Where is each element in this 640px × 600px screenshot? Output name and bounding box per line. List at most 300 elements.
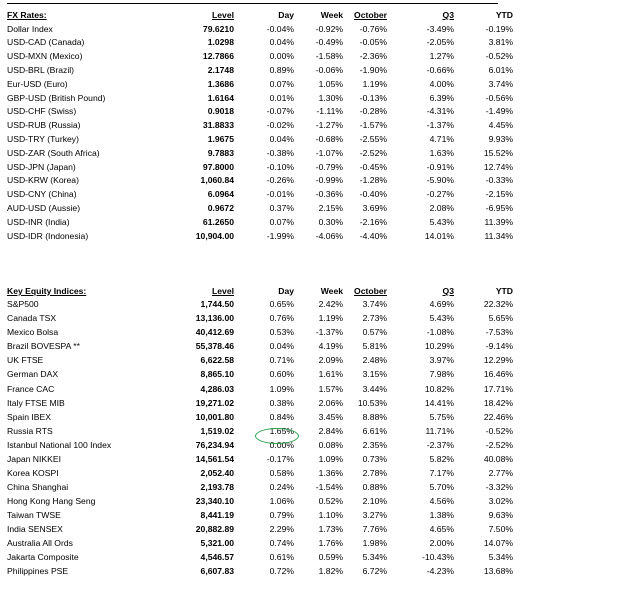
fx-day-cell: -0.38% (266, 147, 294, 158)
equity-row (0, 326, 640, 340)
equity-day-cell: 0.72% (269, 566, 294, 577)
fx-row (0, 50, 640, 64)
fx-week-cell: -0.49% (315, 37, 343, 48)
equity-name-cell: France CAC (7, 383, 55, 394)
equity-name-cell: Hong Kong Hang Seng (7, 495, 96, 506)
fx-name-cell: USD-JPN (Japan) (7, 161, 76, 172)
top-rule (7, 3, 498, 4)
equity-ytd-cell: 5.65% (488, 313, 513, 324)
equity-day-cell: 0.79% (269, 509, 294, 520)
fx-day-cell: 0.01% (269, 92, 294, 103)
fx-q3-cell: -5.90% (426, 175, 454, 186)
fx-ytd-cell: -0.19% (485, 23, 513, 34)
fx-row (0, 78, 640, 92)
fx-week-cell: 1.30% (318, 92, 343, 103)
fx-day-cell: 0.07% (269, 216, 294, 227)
fx-ytd-cell: -6.95% (485, 202, 513, 213)
fx-name-cell: USD-CAD (Canada) (7, 37, 85, 48)
fx-q3-cell: 1.63% (429, 147, 454, 158)
equity-q3-cell: 14.41% (424, 397, 454, 408)
equity-q3-cell: 11.71% (425, 425, 454, 436)
column-header-ytd: YTD (495, 10, 513, 20)
fx-week-cell: -0.06% (315, 64, 343, 75)
equity-october-cell: 3.27% (362, 509, 387, 520)
fx-row (0, 188, 640, 202)
column-header-week: Week (320, 286, 343, 296)
equity-level-cell: 40,412.69 (195, 327, 234, 338)
fx-header-row (0, 9, 640, 23)
equity-name-cell: S&P500 (7, 299, 39, 310)
fx-ytd-cell: 6.01% (488, 64, 513, 75)
equity-q3-cell: 5.82% (429, 453, 454, 464)
equity-ytd-cell: 22.46% (483, 411, 513, 422)
fx-week-cell: -0.99% (315, 175, 343, 186)
fx-ytd-cell: 3.74% (488, 78, 513, 89)
equity-q3-cell: -1.08% (426, 327, 454, 338)
fx-name-cell: AUD-USD (Aussie) (7, 202, 81, 213)
fx-week-cell: -0.36% (315, 189, 343, 200)
fx-row (0, 202, 640, 216)
fx-ytd-cell: -0.56% (485, 92, 513, 103)
equity-ytd-cell: -7.53% (485, 327, 513, 338)
equity-level-cell: 55,378.46 (195, 341, 234, 352)
equity-day-cell: 0.76% (269, 313, 294, 324)
equity-name-cell: Italy FTSE MIB (7, 397, 65, 408)
equity-q3-cell: -2.37% (426, 439, 454, 450)
equity-q3-cell: 4.69% (429, 299, 454, 310)
equity-q3-cell: 10.29% (424, 341, 454, 352)
equity-day-cell: -0.17% (266, 453, 294, 464)
equity-october-cell: 10.53% (357, 397, 387, 408)
equity-week-cell: 1.36% (318, 467, 343, 478)
fx-name-cell: Dollar Index (7, 23, 53, 34)
equity-level-cell: 13,136.00 (195, 313, 234, 324)
fx-ytd-cell: -1.49% (485, 106, 513, 117)
equity-name-cell: Brazil BOVESPA ** (7, 341, 80, 352)
equity-name-cell: Mexico Bolsa (7, 327, 59, 338)
equity-week-cell: -1.54% (315, 481, 343, 492)
column-header-q3: Q3 (442, 10, 454, 20)
fx-level-cell: 0.9018 (207, 106, 234, 117)
equity-row (0, 340, 640, 354)
fx-october-cell: -0.76% (359, 23, 387, 34)
equity-row (0, 565, 640, 579)
fx-day-cell: -1.99% (266, 230, 294, 241)
equity-week-cell: 1.76% (318, 538, 343, 549)
fx-q3-cell: -3.49% (426, 23, 454, 34)
equity-october-cell: 1.98% (362, 538, 387, 549)
fx-week-cell: -1.07% (315, 147, 343, 158)
fx-level-cell: 10,904.00 (195, 230, 234, 241)
equity-ytd-cell: -2.52% (485, 439, 513, 450)
equity-october-cell: 2.10% (362, 495, 387, 506)
fx-level-cell: 1.6164 (207, 92, 234, 103)
fx-level-cell: 31.8833 (202, 120, 234, 131)
fx-october-cell: 3.69% (362, 202, 387, 213)
fx-week-cell: -0.92% (315, 23, 343, 34)
equity-week-cell: -1.37% (315, 327, 343, 338)
equity-row (0, 397, 640, 411)
equity-october-cell: 0.57% (362, 327, 387, 338)
equity-day-cell: 0.53% (269, 327, 294, 338)
equity-name-cell: Korea KOSPI (7, 467, 59, 478)
fx-day-cell: -0.07% (266, 106, 294, 117)
equity-level-cell: 19,271.02 (195, 397, 234, 408)
equity-name-cell: Istanbul National 100 Index (7, 439, 112, 450)
fx-october-cell: -0.05% (359, 37, 387, 48)
highlight-circle (255, 428, 299, 444)
fx-q3-cell: -0.66% (426, 64, 454, 75)
equity-level-cell: 4,286.03 (200, 383, 234, 394)
fx-level-cell: 1,060.84 (200, 175, 234, 186)
equity-week-cell: 2.06% (318, 397, 343, 408)
equity-q3-cell: -4.23% (426, 566, 454, 577)
equity-day-cell: 0.58% (269, 467, 294, 478)
equity-ytd-cell: 3.02% (488, 495, 513, 506)
equity-week-cell: 1.57% (318, 383, 343, 394)
fx-october-cell: -2.55% (359, 133, 387, 144)
fx-level-cell: 79.6210 (202, 23, 234, 34)
equity-ytd-cell: 18.42% (483, 397, 513, 408)
equity-level-cell: 1,744.50 (200, 299, 234, 310)
fx-name-cell: USD-TRY (Turkey) (7, 133, 79, 144)
fx-row (0, 161, 640, 175)
fx-week-cell: -1.11% (316, 106, 343, 117)
fx-ytd-cell: 12.74% (483, 161, 513, 172)
equity-october-cell: 2.78% (362, 467, 387, 478)
fx-week-cell: -0.79% (315, 161, 343, 172)
equity-week-cell: 0.59% (318, 552, 343, 563)
equity-name-cell: Jakarta Composite (7, 552, 79, 563)
equity-ytd-cell: 22.32% (483, 299, 513, 310)
fx-row (0, 133, 640, 147)
fx-q3-cell: -4.31% (426, 106, 454, 117)
equity-section-title: Key Equity Indices: (7, 286, 87, 296)
fx-q3-cell: 2.08% (429, 202, 454, 213)
equity-q3-cell: 5.75% (429, 411, 454, 422)
equity-week-cell: 2.09% (318, 355, 343, 366)
equity-name-cell: Philippines PSE (7, 566, 69, 577)
equity-q3-cell: 2.00% (429, 538, 454, 549)
equity-level-cell: 10,001.80 (195, 411, 234, 422)
fx-ytd-cell: 11.39% (484, 216, 513, 227)
fx-q3-cell: 6.39% (429, 92, 454, 103)
equity-ytd-cell: 12.29% (483, 355, 513, 366)
equity-ytd-cell: -3.32% (485, 481, 513, 492)
fx-week-cell: -1.58% (315, 51, 343, 62)
fx-ytd-cell: -0.52% (485, 51, 513, 62)
equity-october-cell: 8.88% (362, 411, 387, 422)
equity-row (0, 551, 640, 565)
equity-q3-cell: 5.43% (429, 313, 454, 324)
fx-q3-cell: 4.71% (429, 133, 454, 144)
fx-name-cell: USD-IDR (Indonesia) (7, 230, 89, 241)
equity-october-cell: 0.73% (362, 453, 387, 464)
fx-level-cell: 97.8000 (202, 161, 234, 172)
fx-day-cell: 0.00% (269, 51, 294, 62)
equity-q3-cell: 5.70% (429, 481, 454, 492)
equity-q3-cell: 7.17% (429, 467, 454, 478)
fx-day-cell: -0.02% (266, 120, 294, 131)
fx-level-cell: 1.3686 (207, 78, 234, 89)
fx-name-cell: USD-BRL (Brazil) (7, 64, 75, 75)
equity-ytd-cell: 14.07% (483, 538, 513, 549)
equity-week-cell: 3.45% (318, 411, 343, 422)
fx-october-cell: -0.45% (359, 161, 387, 172)
column-header-october: October (354, 286, 387, 296)
fx-level-cell: 1.0298 (207, 37, 234, 48)
equity-ytd-cell: 2.77% (488, 467, 513, 478)
equity-week-cell: 1.09% (318, 453, 343, 464)
equity-ytd-cell: -0.52% (485, 425, 513, 436)
fx-q3-cell: 14.01% (424, 230, 454, 241)
equity-week-cell: 1.19% (318, 313, 343, 324)
fx-week-cell: -4.06% (315, 230, 343, 241)
equity-level-cell: 8,441.19 (200, 509, 234, 520)
equity-row (0, 481, 640, 495)
equity-october-cell: 6.61% (362, 425, 387, 436)
equity-october-cell: 2.48% (362, 355, 387, 366)
equity-name-cell: Japan NIKKEI (7, 453, 61, 464)
equity-week-cell: 0.08% (318, 439, 343, 450)
equity-row (0, 383, 640, 397)
fx-row (0, 36, 640, 50)
equity-q3-cell: -10.43% (421, 552, 454, 563)
fx-q3-cell: -0.91% (426, 161, 454, 172)
column-header-week: Week (320, 10, 343, 20)
column-header-day: Day (278, 286, 294, 296)
fx-section-title: FX Rates: (7, 10, 47, 20)
equity-day-cell: 0.04% (269, 341, 294, 352)
fx-q3-cell: -2.05% (426, 37, 454, 48)
equity-day-cell: 0.00% (269, 439, 294, 450)
fx-level-cell: 9.7883 (207, 147, 234, 158)
equity-week-cell: 1.73% (318, 524, 343, 534)
fx-row (0, 64, 640, 78)
fx-name-cell: Eur-USD (Euro) (7, 78, 68, 89)
fx-q3-cell: -0.27% (426, 189, 454, 200)
fx-ytd-cell: -2.15% (485, 189, 513, 200)
equity-q3-cell: 7.98% (429, 369, 454, 380)
fx-level-cell: 0.9672 (207, 202, 234, 213)
fx-day-cell: 0.37% (269, 202, 294, 213)
equity-level-cell: 6,622.58 (200, 355, 234, 366)
equity-day-cell: 0.61% (269, 552, 294, 563)
fx-q3-cell: 1.27% (429, 51, 454, 62)
equity-week-cell: 0.52% (318, 495, 343, 506)
equity-ytd-cell: 9.63% (488, 509, 513, 520)
equity-row (0, 537, 640, 551)
equity-october-cell: 7.76% (362, 524, 387, 534)
equity-row (0, 411, 640, 425)
equity-level-cell: 76,234.94 (195, 439, 234, 450)
equity-name-cell: Taiwan TWSE (7, 509, 61, 520)
fx-october-cell: -1.57% (359, 120, 387, 131)
equity-ytd-cell: 40.08% (483, 453, 513, 464)
equity-ytd-cell: 7.50% (488, 524, 513, 534)
equity-october-cell: 5.34% (362, 552, 387, 563)
fx-level-cell: 6.0964 (207, 189, 234, 200)
equity-row (0, 467, 640, 481)
equity-week-cell: 4.19% (318, 341, 343, 352)
fx-day-cell: 0.07% (269, 78, 294, 89)
column-header-q3: Q3 (442, 286, 454, 296)
equity-row (0, 453, 640, 467)
fx-october-cell: -2.52% (359, 147, 387, 158)
fx-name-cell: USD-MXN (Mexico) (7, 51, 83, 62)
equity-row (0, 509, 640, 523)
fx-october-cell: -2.36% (359, 51, 387, 62)
equity-row (0, 368, 640, 382)
equity-level-cell: 23,340.10 (195, 495, 234, 506)
column-header-ytd: YTD (495, 286, 513, 296)
fx-day-cell: -0.26% (266, 175, 294, 186)
fx-row (0, 105, 640, 119)
equity-name-cell: Australia All Ords (7, 538, 73, 549)
equity-october-cell: 3.44% (362, 383, 387, 394)
equity-level-cell: 1,519.02 (200, 425, 234, 436)
fx-row (0, 92, 640, 106)
fx-ytd-cell: 3.81% (488, 37, 513, 48)
equity-ytd-cell: 5.34% (488, 552, 513, 563)
fx-level-cell: 2.1748 (207, 64, 234, 75)
equity-row (0, 523, 640, 537)
fx-name-cell: USD-ZAR (South Africa) (7, 147, 100, 158)
equity-level-cell: 4,546.57 (200, 552, 234, 563)
fx-row (0, 174, 640, 188)
equity-q3-cell: 10.82% (424, 383, 454, 394)
fx-ytd-cell: 15.52% (483, 147, 513, 158)
equity-row (0, 439, 640, 453)
equity-ytd-cell: 13.68% (483, 566, 513, 577)
equity-day-cell: 1.06% (269, 495, 294, 506)
equity-october-cell: 3.74% (362, 299, 387, 310)
fx-row (0, 147, 640, 161)
equity-week-cell: 1.10% (318, 509, 343, 520)
column-header-october: October (354, 10, 387, 20)
equity-day-cell: 1.65% (269, 425, 294, 436)
equity-week-cell: 2.84% (318, 425, 343, 436)
equity-day-cell: 0.24% (269, 481, 294, 492)
equity-october-cell: 2.35% (362, 439, 387, 450)
column-header-level: Level (212, 286, 234, 296)
fx-day-cell: -0.01% (266, 189, 294, 200)
equity-ytd-cell: 16.46% (483, 369, 513, 380)
equity-week-cell: 1.61% (318, 369, 343, 380)
equity-q3-cell: 3.97% (429, 355, 454, 366)
equity-row (0, 312, 640, 326)
equity-name-cell: German DAX (7, 369, 59, 380)
fx-week-cell: -1.27% (315, 120, 343, 131)
fx-ytd-cell: 11.34% (484, 230, 513, 241)
fx-name-cell: USD-RUB (Russia) (7, 120, 81, 131)
equity-october-cell: 2.73% (362, 313, 387, 324)
column-header-day: Day (278, 10, 294, 20)
equity-name-cell: India SENSEX (7, 524, 63, 534)
equity-week-cell: 1.82% (318, 566, 343, 577)
fx-week-cell: 0.30% (318, 216, 343, 227)
equity-q3-cell: 4.56% (429, 495, 454, 506)
fx-name-cell: USD-CHF (Swiss) (7, 106, 77, 117)
equity-day-cell: 1.09% (269, 383, 294, 394)
fx-day-cell: 0.04% (269, 133, 294, 144)
equity-name-cell: China Shanghai (7, 481, 69, 492)
fx-october-cell: -0.40% (359, 189, 387, 200)
equity-day-cell: 2.29% (269, 524, 294, 534)
equity-level-cell: 2,052.40 (200, 467, 234, 478)
fx-name-cell: GBP-USD (British Pound) (7, 92, 106, 103)
equity-row (0, 425, 640, 439)
equity-row (0, 495, 640, 509)
equity-day-cell: 0.84% (269, 411, 294, 422)
fx-q3-cell: 4.00% (429, 78, 454, 89)
fx-week-cell: -0.68% (315, 133, 343, 144)
equity-level-cell: 14,561.54 (195, 453, 234, 464)
equity-level-cell: 5,321.00 (200, 538, 234, 549)
fx-week-cell: 2.15% (318, 202, 343, 213)
equity-name-cell: Spain IBEX (7, 411, 51, 422)
equity-ytd-cell: -9.14% (485, 341, 513, 352)
fx-ytd-cell: 4.45% (488, 120, 513, 131)
fx-row (0, 216, 640, 230)
fx-level-cell: 1.9675 (207, 133, 234, 144)
fx-day-cell: 0.04% (269, 37, 294, 48)
equity-q3-cell: 1.38% (429, 509, 454, 520)
equity-day-cell: 0.60% (269, 369, 294, 380)
fx-october-cell: -4.40% (359, 230, 387, 241)
fx-name-cell: USD-INR (India) (7, 216, 70, 227)
equity-october-cell: 5.81% (362, 341, 387, 352)
equity-level-cell: 20,882.89 (195, 524, 234, 534)
equity-day-cell: 0.38% (269, 397, 294, 408)
fx-level-cell: 61.2650 (202, 216, 234, 227)
fx-level-cell: 12.7866 (202, 51, 234, 62)
equity-name-cell: UK FTSE (7, 355, 44, 366)
fx-october-cell: -0.13% (359, 92, 387, 103)
fx-row (0, 23, 640, 37)
column-header-level: Level (212, 10, 234, 20)
fx-week-cell: 1.05% (318, 78, 343, 89)
fx-day-cell: 0.89% (269, 64, 294, 75)
equity-day-cell: 0.65% (269, 299, 294, 310)
fx-october-cell: -1.28% (359, 175, 387, 186)
fx-october-cell: -1.90% (359, 64, 387, 75)
equity-ytd-cell: 17.71% (483, 383, 513, 394)
fx-row (0, 230, 640, 244)
equity-day-cell: 0.74% (269, 538, 294, 549)
fx-ytd-cell: -0.33% (485, 175, 513, 186)
fx-name-cell: USD-KRW (Korea) (7, 175, 79, 186)
equity-october-cell: 3.15% (362, 369, 387, 380)
fx-ytd-cell: 9.93% (488, 133, 513, 144)
fx-name-cell: USD-CNY (China) (7, 189, 77, 200)
equity-october-cell: 6.72% (362, 566, 387, 577)
equity-q3-cell: 4.65% (429, 524, 454, 534)
equity-header-row (0, 285, 640, 299)
equity-day-cell: 0.71% (269, 355, 294, 366)
fx-row (0, 119, 640, 133)
equity-october-cell: 0.88% (362, 481, 387, 492)
fx-day-cell: -0.04% (266, 23, 294, 34)
equity-week-cell: 2.42% (318, 299, 343, 310)
equity-name-cell: Russia RTS (7, 425, 53, 436)
equity-level-cell: 2,193.78 (200, 481, 234, 492)
fx-q3-cell: -1.37% (426, 120, 454, 131)
fx-october-cell: -2.16% (359, 216, 387, 227)
equity-row (0, 354, 640, 368)
fx-october-cell: 1.19% (362, 78, 387, 89)
equity-row (0, 298, 640, 312)
